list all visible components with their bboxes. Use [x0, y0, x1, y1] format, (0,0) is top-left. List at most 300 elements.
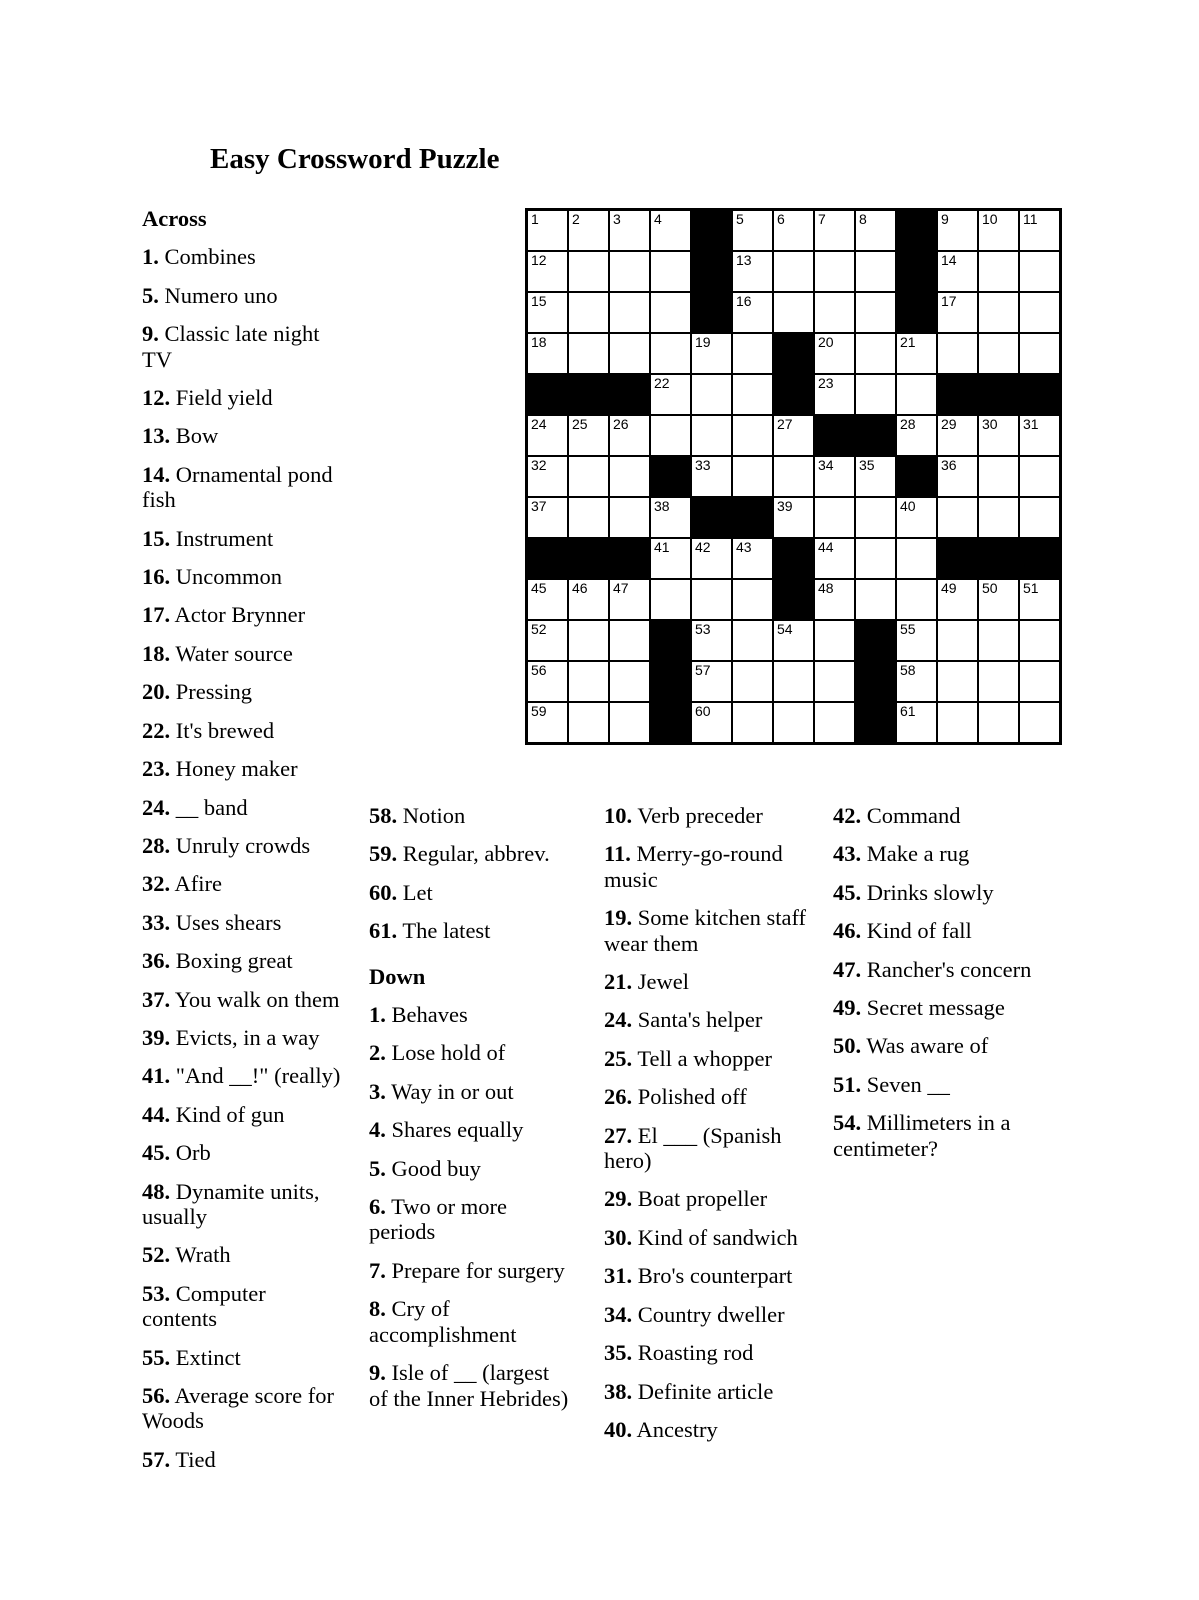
grid-cell[interactable]	[815, 293, 854, 332]
grid-cell[interactable]	[774, 621, 813, 660]
cell-number: 50	[982, 580, 998, 596]
clue-item	[604, 803, 809, 828]
clue-item	[369, 880, 569, 905]
black-cell	[856, 416, 895, 455]
grid-cell[interactable]	[651, 334, 690, 373]
cell-number: 35	[859, 457, 875, 473]
clue-number: 34.	[604, 1301, 633, 1327]
clue-number: 23.	[142, 756, 171, 782]
cell-number: 27	[777, 416, 793, 432]
grid-cell[interactable]	[528, 662, 567, 701]
grid-cell[interactable]	[815, 252, 854, 291]
grid-cell[interactable]	[651, 539, 690, 578]
grid-cell[interactable]	[938, 252, 977, 291]
grid-cell[interactable]	[569, 580, 608, 619]
clue-column-3	[604, 803, 809, 1455]
clue-item	[833, 1072, 1037, 1097]
grid-cell[interactable]	[610, 621, 649, 660]
grid-cell[interactable]	[938, 211, 977, 250]
grid-cell[interactable]	[569, 252, 608, 291]
grid-cell[interactable]	[856, 375, 895, 414]
grid-cell[interactable]	[733, 662, 772, 701]
cell-number: 3	[613, 211, 621, 227]
grid-cell[interactable]	[897, 375, 936, 414]
clue-number: 26.	[604, 1084, 633, 1110]
clue-number: 25.	[604, 1045, 633, 1071]
grid-cell[interactable]	[651, 252, 690, 291]
grid-cell[interactable]	[733, 252, 772, 291]
page-title: Easy Crossword Puzzle	[210, 143, 500, 175]
cell-number: 19	[695, 334, 711, 350]
grid-cell[interactable]	[651, 416, 690, 455]
clue-number: 36.	[142, 948, 171, 974]
down-clues-list-cont	[604, 803, 809, 1442]
grid-cell[interactable]	[569, 498, 608, 537]
clue-item	[142, 718, 346, 743]
cell-number: 37	[531, 498, 547, 514]
clue-text: Tied	[175, 1446, 216, 1472]
clue-item	[142, 1281, 346, 1332]
clue-text: Evicts, in a way	[175, 1024, 320, 1050]
black-cell	[979, 375, 1018, 414]
grid-cell[interactable]	[1020, 580, 1059, 619]
grid-cell[interactable]	[651, 211, 690, 250]
clue-text: Bow	[175, 423, 219, 449]
clue-text: Was aware of	[866, 1033, 989, 1059]
clue-item	[604, 969, 809, 994]
grid-cell[interactable]	[610, 580, 649, 619]
grid-cell[interactable]	[569, 621, 608, 660]
cell-number: 26	[613, 416, 629, 432]
grid-cell[interactable]	[528, 211, 567, 250]
clue-item	[369, 841, 569, 866]
grid-cell[interactable]	[569, 662, 608, 701]
grid-cell[interactable]	[733, 334, 772, 373]
cell-number: 2	[572, 211, 580, 227]
grid-cell[interactable]	[938, 334, 977, 373]
clue-item	[833, 803, 1037, 828]
grid-cell[interactable]	[979, 621, 1018, 660]
clue-number: 57.	[142, 1446, 171, 1472]
clue-item	[833, 918, 1037, 943]
clue-text: "And __!" (really)	[175, 1063, 341, 1089]
clue-item	[369, 1117, 569, 1142]
grid-cell[interactable]	[774, 293, 813, 332]
clue-text: Seven __	[866, 1071, 950, 1097]
clue-text: Computer contents	[142, 1280, 266, 1332]
grid-cell[interactable]	[733, 580, 772, 619]
grid-cell[interactable]	[897, 334, 936, 373]
black-cell	[856, 662, 895, 701]
clue-item	[833, 1033, 1037, 1058]
black-cell	[692, 211, 731, 250]
cell-number: 40	[900, 498, 916, 514]
grid-cell[interactable]	[528, 621, 567, 660]
grid-cell[interactable]	[1020, 621, 1059, 660]
grid-cell[interactable]	[815, 539, 854, 578]
grid-cell[interactable]	[774, 662, 813, 701]
clue-text: Pressing	[175, 679, 253, 705]
black-cell	[651, 621, 690, 660]
clue-item	[142, 244, 346, 269]
grid-cell[interactable]	[692, 375, 731, 414]
clue-number: 9.	[142, 321, 159, 347]
clue-item	[369, 1360, 569, 1411]
grid-cell[interactable]	[1020, 662, 1059, 701]
grid-cell[interactable]	[938, 416, 977, 455]
grid-cell[interactable]	[938, 662, 977, 701]
grid-cell[interactable]	[979, 252, 1018, 291]
black-cell	[979, 539, 1018, 578]
grid-cell[interactable]	[774, 457, 813, 496]
clue-text: Some kitchen staff wear them	[604, 905, 807, 956]
cell-number: 54	[777, 621, 793, 637]
clue-item	[142, 1179, 346, 1230]
grid-cell[interactable]	[528, 580, 567, 619]
grid-cell[interactable]	[897, 703, 936, 742]
clue-item	[604, 1084, 809, 1109]
clue-text: Merry-go-round music	[604, 841, 783, 892]
grid-cell[interactable]	[815, 621, 854, 660]
clue-item	[833, 1110, 1037, 1161]
clue-text: Rancher's concern	[866, 956, 1032, 982]
grid-cell[interactable]	[692, 457, 731, 496]
cell-number: 38	[654, 498, 670, 514]
grid-cell[interactable]	[692, 662, 731, 701]
clue-number: 22.	[142, 717, 171, 743]
grid-cell[interactable]	[938, 457, 977, 496]
grid-cell[interactable]	[610, 703, 649, 742]
grid-cell[interactable]	[979, 498, 1018, 537]
clue-text: Cry of accomplishment	[369, 1296, 517, 1347]
black-cell	[774, 334, 813, 373]
clue-number: 27.	[604, 1122, 633, 1148]
grid-cell[interactable]	[897, 539, 936, 578]
clue-item	[142, 423, 346, 448]
grid-cell[interactable]	[528, 293, 567, 332]
across-clues-list	[142, 244, 346, 1472]
grid-cell[interactable]	[692, 621, 731, 660]
grid-cell[interactable]	[528, 252, 567, 291]
grid-cell[interactable]	[651, 293, 690, 332]
down-clues-list	[369, 1002, 569, 1411]
grid-cell[interactable]	[569, 293, 608, 332]
cell-number: 24	[531, 416, 547, 432]
clue-item	[142, 948, 346, 973]
grid-cell[interactable]	[856, 211, 895, 250]
grid-cell[interactable]	[692, 416, 731, 455]
clue-item	[369, 918, 569, 943]
grid-cell[interactable]	[733, 293, 772, 332]
black-cell	[651, 703, 690, 742]
grid-cell[interactable]	[1020, 211, 1059, 250]
grid-cell[interactable]	[1020, 252, 1059, 291]
grid-cell[interactable]	[733, 211, 772, 250]
grid-cell[interactable]	[897, 662, 936, 701]
grid-cell[interactable]	[815, 580, 854, 619]
clue-item	[142, 679, 346, 704]
cell-number: 39	[777, 498, 793, 514]
clue-item	[142, 1242, 346, 1267]
grid-cell[interactable]	[856, 293, 895, 332]
clue-text: Prepare for surgery	[391, 1257, 565, 1283]
clue-item	[369, 1258, 569, 1283]
grid-cell[interactable]	[856, 580, 895, 619]
clue-number: 49.	[833, 995, 862, 1021]
grid-cell[interactable]	[774, 498, 813, 537]
cell-number: 6	[777, 211, 785, 227]
clue-item	[833, 841, 1037, 866]
clue-text: Ornamental pond fish	[142, 461, 333, 513]
clue-number: 17.	[142, 602, 171, 628]
grid-cell[interactable]	[897, 498, 936, 537]
clue-number: 52.	[142, 1242, 171, 1268]
clue-number: 1.	[142, 244, 159, 270]
clue-number: 50.	[833, 1033, 862, 1059]
black-cell	[528, 375, 567, 414]
clue-item	[604, 1225, 809, 1250]
cell-number: 21	[900, 334, 916, 350]
clue-number: 20.	[142, 679, 171, 705]
clue-item	[142, 1383, 346, 1434]
grid-cell[interactable]	[610, 252, 649, 291]
grid-cell[interactable]	[569, 334, 608, 373]
cell-number: 34	[818, 457, 834, 473]
grid-cell[interactable]	[692, 539, 731, 578]
clue-item	[833, 957, 1037, 982]
grid-cell[interactable]	[610, 293, 649, 332]
clue-item	[142, 795, 346, 820]
clue-text: Bro's counterpart	[637, 1263, 793, 1289]
grid-cell[interactable]	[610, 498, 649, 537]
clue-text: Command	[866, 803, 961, 828]
clue-number: 31.	[604, 1263, 633, 1289]
grid-cell[interactable]	[651, 580, 690, 619]
black-cell	[897, 457, 936, 496]
cell-number: 5	[736, 211, 744, 227]
cell-number: 7	[818, 211, 826, 227]
black-cell	[774, 580, 813, 619]
grid-cell[interactable]	[774, 703, 813, 742]
clue-number: 41.	[142, 1063, 171, 1089]
grid-cell[interactable]	[897, 580, 936, 619]
cell-number: 17	[941, 293, 957, 309]
clue-number: 19.	[604, 905, 633, 931]
clue-text: Verb preceder	[637, 803, 763, 828]
grid-cell[interactable]	[938, 580, 977, 619]
grid-cell[interactable]	[856, 457, 895, 496]
cell-number: 56	[531, 662, 547, 678]
cell-number: 51	[1023, 580, 1039, 596]
grid-cell[interactable]	[528, 334, 567, 373]
grid-cell[interactable]	[528, 416, 567, 455]
grid-cell[interactable]	[651, 375, 690, 414]
clue-item	[833, 880, 1037, 905]
clue-number: 58.	[369, 803, 398, 828]
clue-text: Behaves	[391, 1002, 468, 1028]
grid-cell[interactable]	[733, 539, 772, 578]
grid-cell[interactable]	[815, 457, 854, 496]
clue-number: 28.	[142, 832, 171, 858]
cell-number: 18	[531, 334, 547, 350]
crossword-grid[interactable]	[525, 208, 1062, 745]
grid-cell[interactable]	[528, 457, 567, 496]
grid-cell[interactable]	[938, 498, 977, 537]
grid-cell[interactable]	[856, 252, 895, 291]
clue-number: 18.	[142, 640, 171, 666]
clue-text: Boxing great	[175, 948, 293, 974]
grid-cell[interactable]	[774, 416, 813, 455]
grid-cell[interactable]	[815, 498, 854, 537]
grid-cell[interactable]	[610, 416, 649, 455]
clue-number: 35.	[604, 1340, 633, 1366]
black-cell	[815, 416, 854, 455]
grid-cell[interactable]	[979, 416, 1018, 455]
grid-cell[interactable]	[610, 662, 649, 701]
clue-item	[604, 1007, 809, 1032]
grid-cell[interactable]	[1020, 416, 1059, 455]
grid-cell[interactable]	[938, 621, 977, 660]
clue-item	[142, 1025, 346, 1050]
cell-number: 12	[531, 252, 547, 268]
cell-number: 4	[654, 211, 662, 227]
grid-cell[interactable]	[651, 498, 690, 537]
cell-number: 61	[900, 703, 916, 719]
clue-text: Shares equally	[391, 1117, 524, 1143]
grid-cell[interactable]	[1020, 703, 1059, 742]
grid-cell[interactable]	[528, 703, 567, 742]
grid-cell[interactable]	[733, 457, 772, 496]
grid-cell[interactable]	[938, 703, 977, 742]
clue-item	[369, 1002, 569, 1027]
grid-cell[interactable]	[979, 703, 1018, 742]
black-cell	[692, 252, 731, 291]
grid-cell[interactable]	[897, 416, 936, 455]
clue-number: 37.	[142, 986, 171, 1012]
grid-cell[interactable]	[692, 580, 731, 619]
clue-text: Notion	[402, 803, 466, 828]
clue-item	[604, 1263, 809, 1288]
clue-text: Drinks slowly	[866, 879, 994, 905]
clue-text: __ band	[175, 794, 248, 820]
clue-text: Afire	[174, 871, 222, 897]
cell-number: 58	[900, 662, 916, 678]
clue-item	[142, 910, 346, 935]
clue-item	[604, 1340, 809, 1365]
grid-cell[interactable]	[1020, 457, 1059, 496]
clue-text: Millimeters in a centimeter?	[833, 1110, 1011, 1161]
black-cell	[610, 539, 649, 578]
grid-cell[interactable]	[815, 211, 854, 250]
grid-cell[interactable]	[569, 416, 608, 455]
cell-number: 57	[695, 662, 711, 678]
grid-cell[interactable]	[815, 375, 854, 414]
grid-cell[interactable]	[979, 457, 1018, 496]
grid-cell[interactable]	[692, 703, 731, 742]
clue-item	[604, 1186, 809, 1211]
grid-cell[interactable]	[979, 211, 1018, 250]
clue-text: Honey maker	[175, 756, 298, 782]
clue-item	[142, 833, 346, 858]
grid-cell[interactable]	[569, 211, 608, 250]
clue-number: 39.	[142, 1024, 171, 1050]
clue-text: Actor Brynner	[174, 602, 306, 628]
grid-cell[interactable]	[733, 375, 772, 414]
clue-number: 14.	[142, 461, 171, 487]
grid-cell[interactable]	[733, 703, 772, 742]
clue-number: 51.	[833, 1071, 862, 1097]
grid-cell[interactable]	[979, 293, 1018, 332]
grid-cell[interactable]	[569, 703, 608, 742]
clue-item	[142, 1345, 346, 1370]
clue-item	[604, 841, 809, 892]
clue-number: 5.	[142, 282, 159, 308]
clue-item	[142, 564, 346, 589]
grid-cell[interactable]	[1020, 293, 1059, 332]
clue-text: Country dweller	[637, 1301, 785, 1327]
grid-cell[interactable]	[856, 498, 895, 537]
clue-text: Numero uno	[164, 282, 278, 308]
grid-cell[interactable]	[979, 580, 1018, 619]
clue-number: 53.	[142, 1280, 171, 1306]
clue-number: 10.	[604, 803, 633, 828]
black-cell	[692, 293, 731, 332]
grid-cell[interactable]	[774, 252, 813, 291]
grid-cell[interactable]	[815, 703, 854, 742]
grid-cell[interactable]	[938, 293, 977, 332]
grid-cell[interactable]	[774, 211, 813, 250]
grid-cell[interactable]	[979, 334, 1018, 373]
cell-number: 59	[531, 703, 547, 719]
clue-text: It's brewed	[175, 717, 275, 743]
clue-text: You walk on them	[174, 986, 340, 1012]
grid-cell[interactable]	[610, 211, 649, 250]
grid-cell[interactable]	[610, 457, 649, 496]
grid-cell[interactable]	[733, 416, 772, 455]
cell-number: 41	[654, 539, 670, 555]
grid-cell[interactable]	[979, 662, 1018, 701]
grid-cell[interactable]	[1020, 334, 1059, 373]
grid-cell[interactable]	[1020, 498, 1059, 537]
cell-number: 44	[818, 539, 834, 555]
grid-cell[interactable]	[897, 621, 936, 660]
grid-cell[interactable]	[569, 457, 608, 496]
clue-number: 43.	[833, 841, 862, 867]
cell-number: 43	[736, 539, 752, 555]
clue-number: 61.	[369, 918, 398, 944]
grid-cell[interactable]	[692, 334, 731, 373]
grid-cell[interactable]	[528, 498, 567, 537]
clue-number: 33.	[142, 909, 171, 935]
grid-cell[interactable]	[733, 621, 772, 660]
clue-number: 16.	[142, 564, 171, 590]
clue-number: 9.	[369, 1360, 386, 1386]
grid-cell[interactable]	[815, 662, 854, 701]
grid-cell[interactable]	[815, 334, 854, 373]
cell-number: 23	[818, 375, 834, 391]
clue-number: 42.	[833, 803, 862, 828]
clue-item	[369, 1296, 569, 1347]
clue-number: 12.	[142, 385, 171, 411]
grid-cell[interactable]	[856, 539, 895, 578]
clue-item	[142, 987, 346, 1012]
grid-cell[interactable]	[856, 334, 895, 373]
down-heading: Down	[369, 963, 426, 989]
clue-item	[604, 1417, 809, 1442]
clue-item	[369, 1156, 569, 1181]
grid-cell[interactable]	[610, 334, 649, 373]
cell-number: 25	[572, 416, 588, 432]
